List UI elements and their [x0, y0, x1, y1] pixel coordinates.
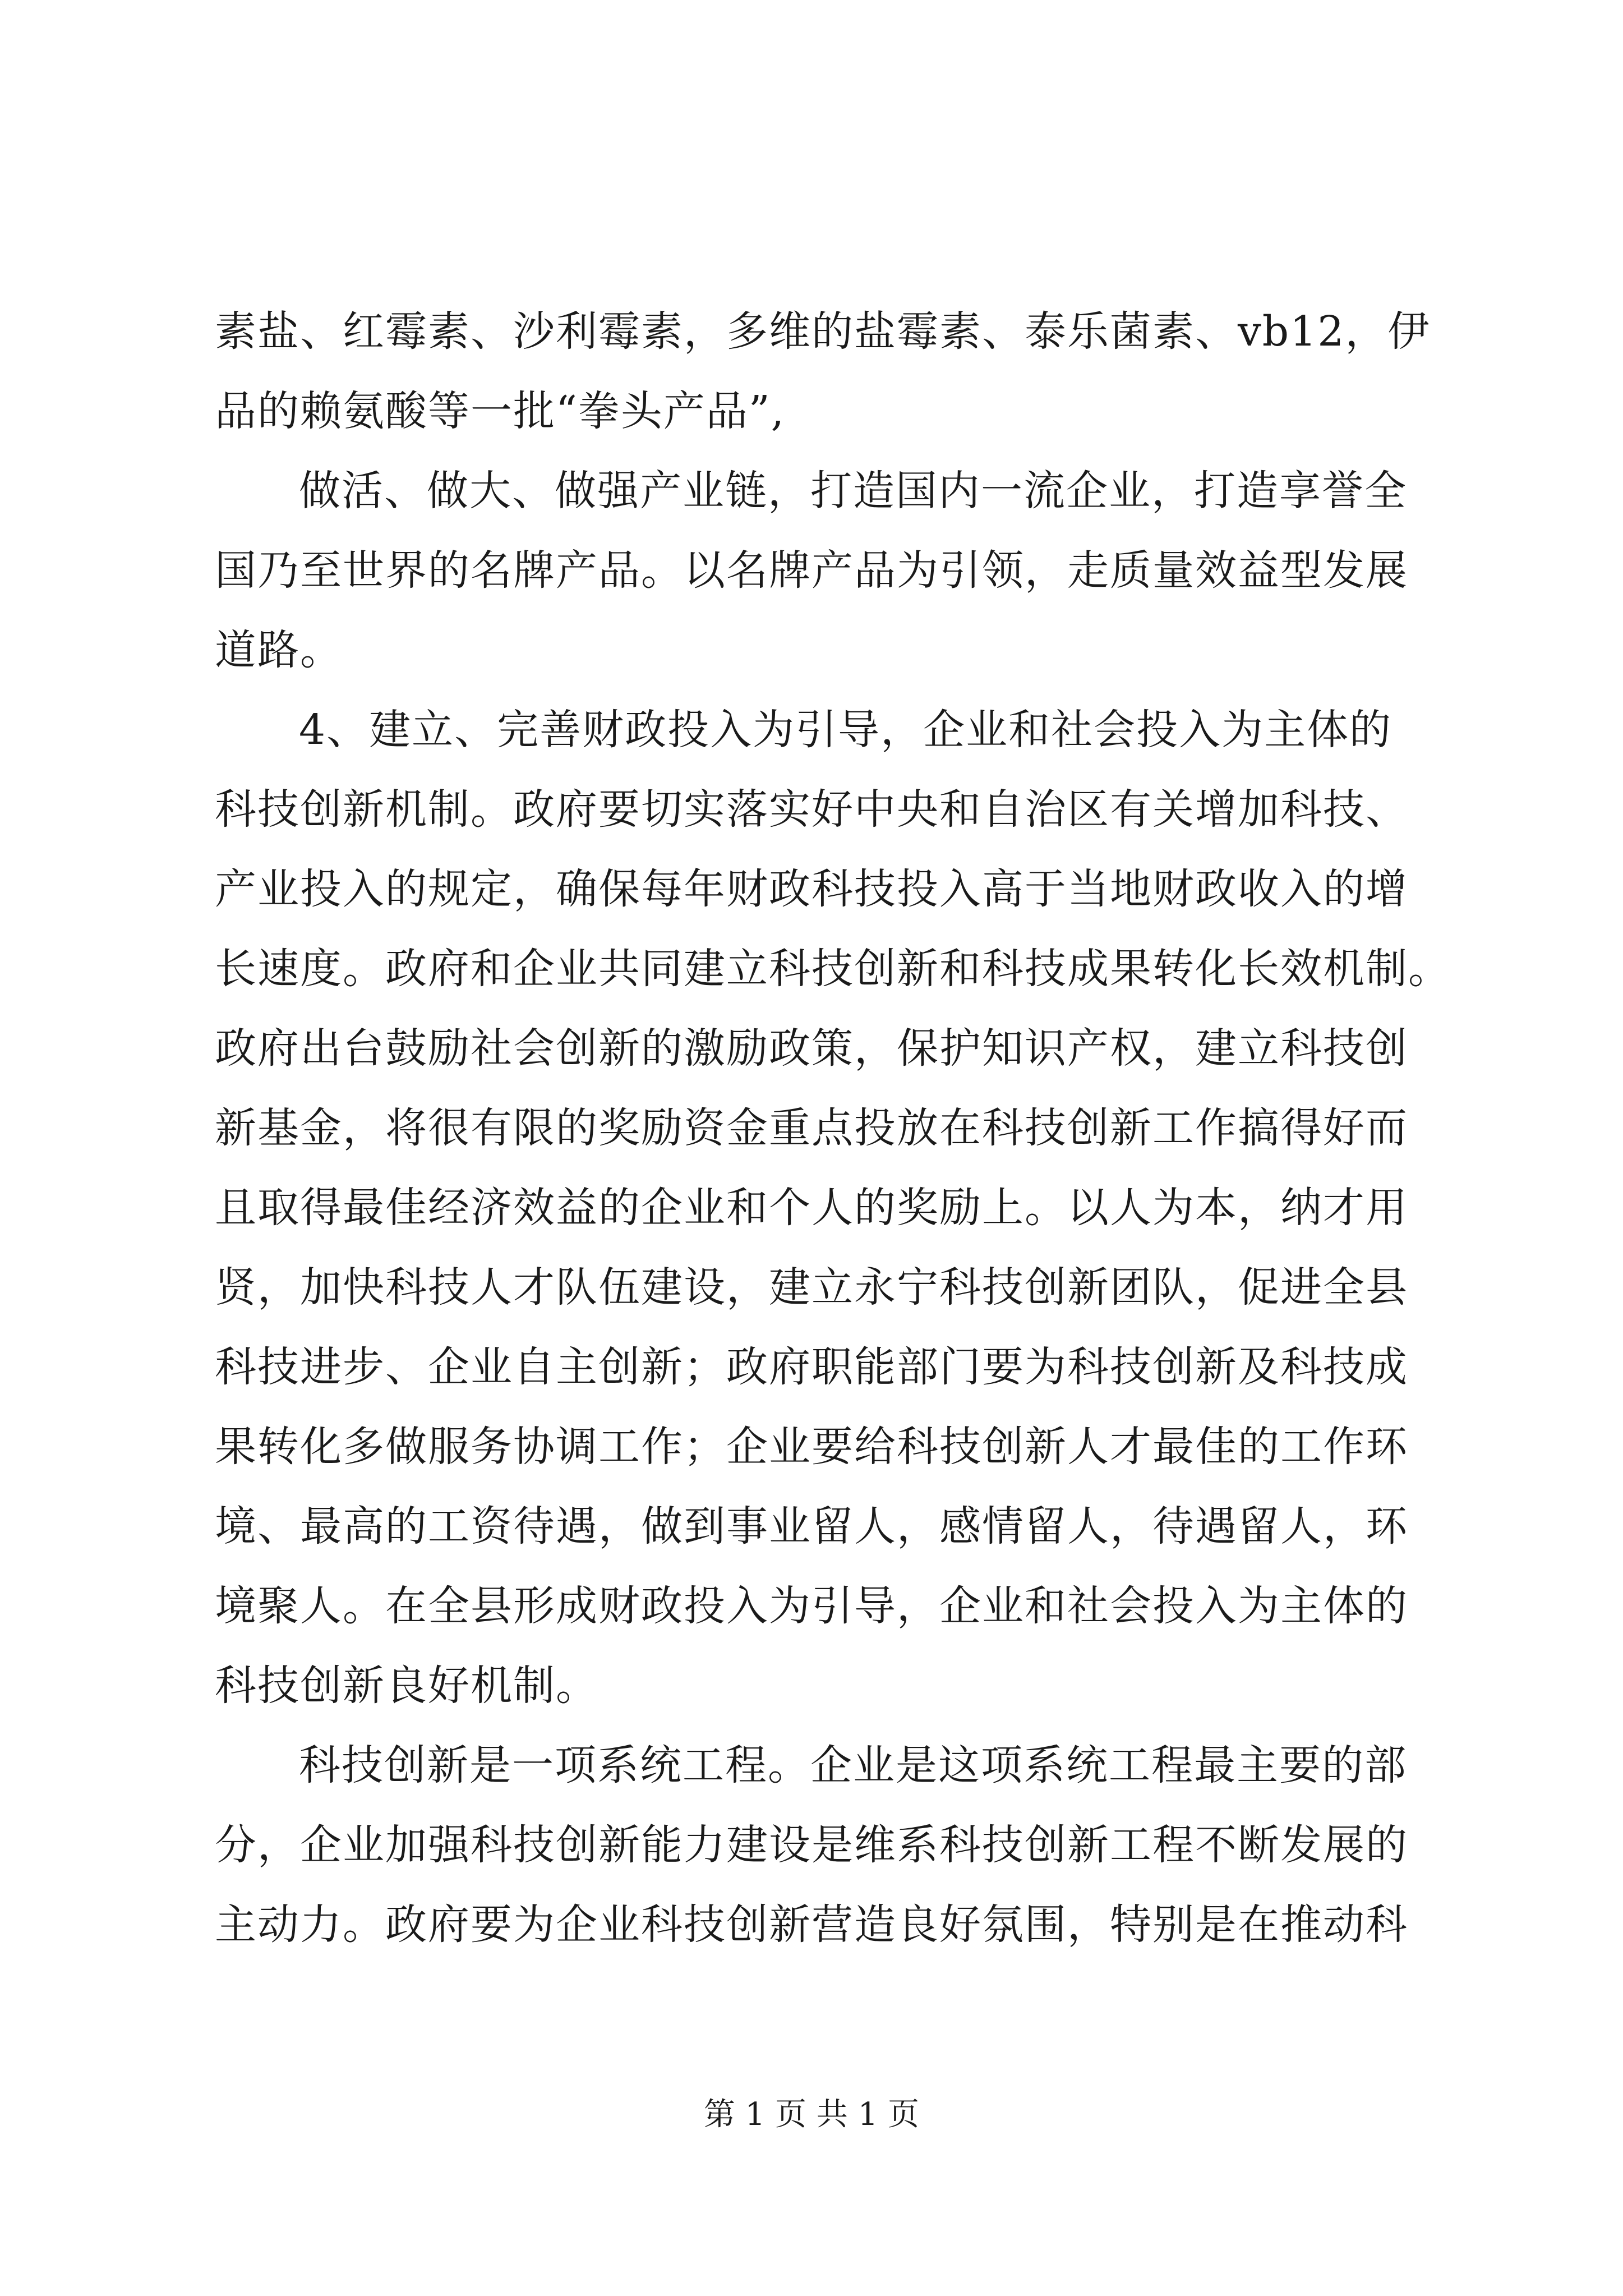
text-line: 政府出台鼓励社会创新的激励政策，保护知识产权，建立科技创	[215, 1024, 1408, 1073]
page-number-footer: 第 1 页 共 1 页	[703, 2096, 920, 2133]
text-line: 品的赖氨酸等一批“拳头产品”,	[215, 387, 786, 435]
text-line: 产业投入的规定，确保每年财政科技投入高于当地财政收入的增	[215, 865, 1408, 913]
paragraph-first-line: 科技创新是一项系统工程。企业是这项系统工程最主要的部	[299, 1741, 1407, 1789]
text-line: 科技进步、企业自主创新；政府职能部门要为科技创新及科技成	[215, 1343, 1408, 1391]
text-line: 科技创新良好机制。	[215, 1662, 598, 1710]
text-line: 主动力。政府要为企业科技创新营造良好氛围，特别是在推动科	[215, 1901, 1408, 1949]
text-line: 长速度。政府和企业共同建立科技创新和科技成果转化长效机制。	[215, 945, 1451, 993]
text-line: 贤，加快科技人才队伍建设，建立永宁科技创新团队，促进全县	[215, 1263, 1408, 1312]
text-line: 且取得最佳经济效益的企业和个人的奖励上。以人为本，纳才用	[215, 1184, 1408, 1232]
text-line: 道路。	[215, 626, 343, 674]
paragraph-first-line: 4、建立、完善财政投入为引导，企业和社会投入为主体的	[299, 706, 1393, 754]
text-line: 新基金，将很有限的奖励资金重点投放在科技创新工作搞得好而	[215, 1104, 1408, 1152]
text-line: 境、最高的工资待遇，做到事业留人，感情留人，待遇留人，环	[215, 1502, 1408, 1550]
text-line: 科技创新机制。政府要切实落实好中央和自治区有关增加科技、	[215, 785, 1408, 834]
text-line: 果转化多做服务协调工作；企业要给科技创新人才最佳的工作环	[215, 1423, 1408, 1471]
text-line: 素盐、红霉素、沙利霉素，多维的盐霉素、泰乐菌素、vb12，伊	[215, 307, 1431, 356]
paragraph-first-line: 做活、做大、做强产业链，打造国内一流企业，打造享誉全	[299, 467, 1407, 515]
text-line: 境聚人。在全县形成财政投入为引导，企业和社会投入为主体的	[215, 1582, 1408, 1630]
text-line: 分，企业加强科技创新能力建设是维系科技创新工程不断发展的	[215, 1821, 1408, 1869]
document-body	[215, 292, 1451, 1964]
text-line: 国乃至世界的名牌产品。以名牌产品为引领，走质量效益型发展	[215, 546, 1408, 595]
